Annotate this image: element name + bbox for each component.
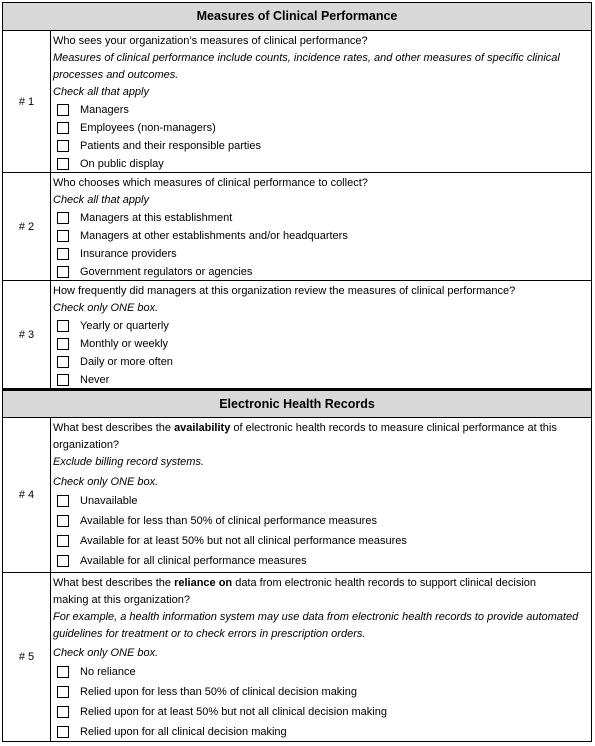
option[interactable] [53, 317, 591, 335]
option-label: Never [80, 374, 110, 386]
checkbox[interactable] [57, 212, 69, 224]
option-label: Daily or more often [80, 356, 173, 368]
option[interactable] [53, 491, 591, 511]
checkbox[interactable] [57, 686, 69, 698]
checkbox[interactable] [57, 320, 69, 332]
question-text: What best describes the availability of electronic health records to measure clinical performance at this organization? [53, 422, 557, 451]
option-label: Relied upon for less than 50% of clinical decision making [80, 686, 357, 698]
question-instruction: Check only ONE box. [53, 476, 159, 488]
option-label: Managers [80, 104, 129, 116]
checkbox[interactable] [57, 555, 69, 567]
option-label: Available for less than 50% of clinical performance measures [80, 515, 377, 527]
question-number: # 1 [3, 31, 51, 172]
option[interactable] [53, 702, 591, 722]
option-label: Government regulators or agencies [80, 266, 253, 278]
option-label: Monthly or weekly [80, 338, 169, 350]
section-header: Measures of Clinical Performance [2, 2, 592, 31]
question-instruction: Check only ONE box. [53, 647, 159, 659]
option[interactable] [53, 263, 591, 281]
option[interactable] [53, 551, 591, 571]
option[interactable] [53, 682, 591, 702]
checkbox[interactable] [57, 140, 69, 152]
option-label: Managers at this establishment [80, 212, 233, 224]
question-number: # 2 [3, 173, 51, 280]
checkbox[interactable] [57, 158, 69, 170]
checkbox[interactable] [57, 706, 69, 718]
question-number: # 4 [3, 418, 51, 572]
survey-form [2, 2, 592, 742]
checkbox[interactable] [57, 535, 69, 547]
option[interactable] [53, 245, 591, 263]
question-instruction: Check only ONE box. [53, 302, 159, 314]
question-row [2, 173, 592, 281]
option[interactable] [53, 722, 591, 742]
question-note: For example, a health information system may use data from electronic health records to provide automated guidelines for treatment or to check errors in prescription orders. [53, 611, 579, 640]
question-row [2, 573, 592, 742]
option[interactable] [53, 155, 591, 173]
checkbox[interactable] [57, 104, 69, 116]
option-label: Insurance providers [80, 248, 177, 260]
option[interactable] [53, 335, 591, 353]
option-label: On public display [80, 158, 164, 170]
option[interactable] [53, 353, 591, 371]
question-row [2, 418, 592, 573]
option-label: Yearly or quarterly [80, 320, 169, 332]
checkbox[interactable] [57, 266, 69, 278]
question-text: Who sees your organization’s measures of clinical performance? [53, 35, 368, 47]
option-label: Relied upon for at least 50% but not all clinical decision making [80, 706, 387, 718]
option-label: Available for at least 50% but not all clinical performance measures [80, 535, 407, 547]
question-text: What best describes the reliance on data from electronic health records to support clinical decision making at this organization? [53, 577, 537, 606]
checkbox[interactable] [57, 374, 69, 386]
checkbox[interactable] [57, 230, 69, 242]
question-text: How frequently did managers at this organization review the measures of clinical performance? [53, 285, 516, 297]
option[interactable] [53, 209, 591, 227]
question-number: # 3 [3, 281, 51, 388]
checkbox[interactable] [57, 356, 69, 368]
option-label: Available for all clinical performance measures [80, 555, 307, 567]
option-label: No reliance [80, 666, 136, 678]
section-header: Electronic Health Records [2, 389, 592, 418]
question-number: # 5 [3, 573, 51, 741]
option-label: Patients and their responsible parties [80, 140, 261, 152]
option[interactable] [53, 137, 591, 155]
option-label: Managers at other establishments and/or headquarters [80, 230, 348, 242]
option[interactable] [53, 531, 591, 551]
option-label: Unavailable [80, 495, 138, 507]
option[interactable] [53, 227, 591, 245]
checkbox[interactable] [57, 515, 69, 527]
option[interactable] [53, 119, 591, 137]
option[interactable] [53, 101, 591, 119]
question-note: Measures of clinical performance include counts, incidence rates, and other measures of specific clinical processes and outcomes. [53, 52, 560, 81]
question-row [2, 281, 592, 389]
checkbox[interactable] [57, 248, 69, 260]
option[interactable] [53, 371, 591, 389]
checkbox[interactable] [57, 122, 69, 134]
checkbox[interactable] [57, 495, 69, 507]
checkbox[interactable] [57, 338, 69, 350]
question-note: Exclude billing record systems. [53, 456, 205, 468]
question-text: Who chooses which measures of clinical performance to collect? [53, 177, 368, 189]
question-row [2, 31, 592, 173]
option[interactable] [53, 511, 591, 531]
option[interactable] [53, 662, 591, 682]
option-label: Employees (non-managers) [80, 122, 216, 134]
option-label: Relied upon for all clinical decision making [80, 726, 287, 738]
question-instruction: Check all that apply [53, 86, 149, 98]
checkbox[interactable] [57, 726, 69, 738]
checkbox[interactable] [57, 666, 69, 678]
question-instruction: Check all that apply [53, 194, 149, 206]
